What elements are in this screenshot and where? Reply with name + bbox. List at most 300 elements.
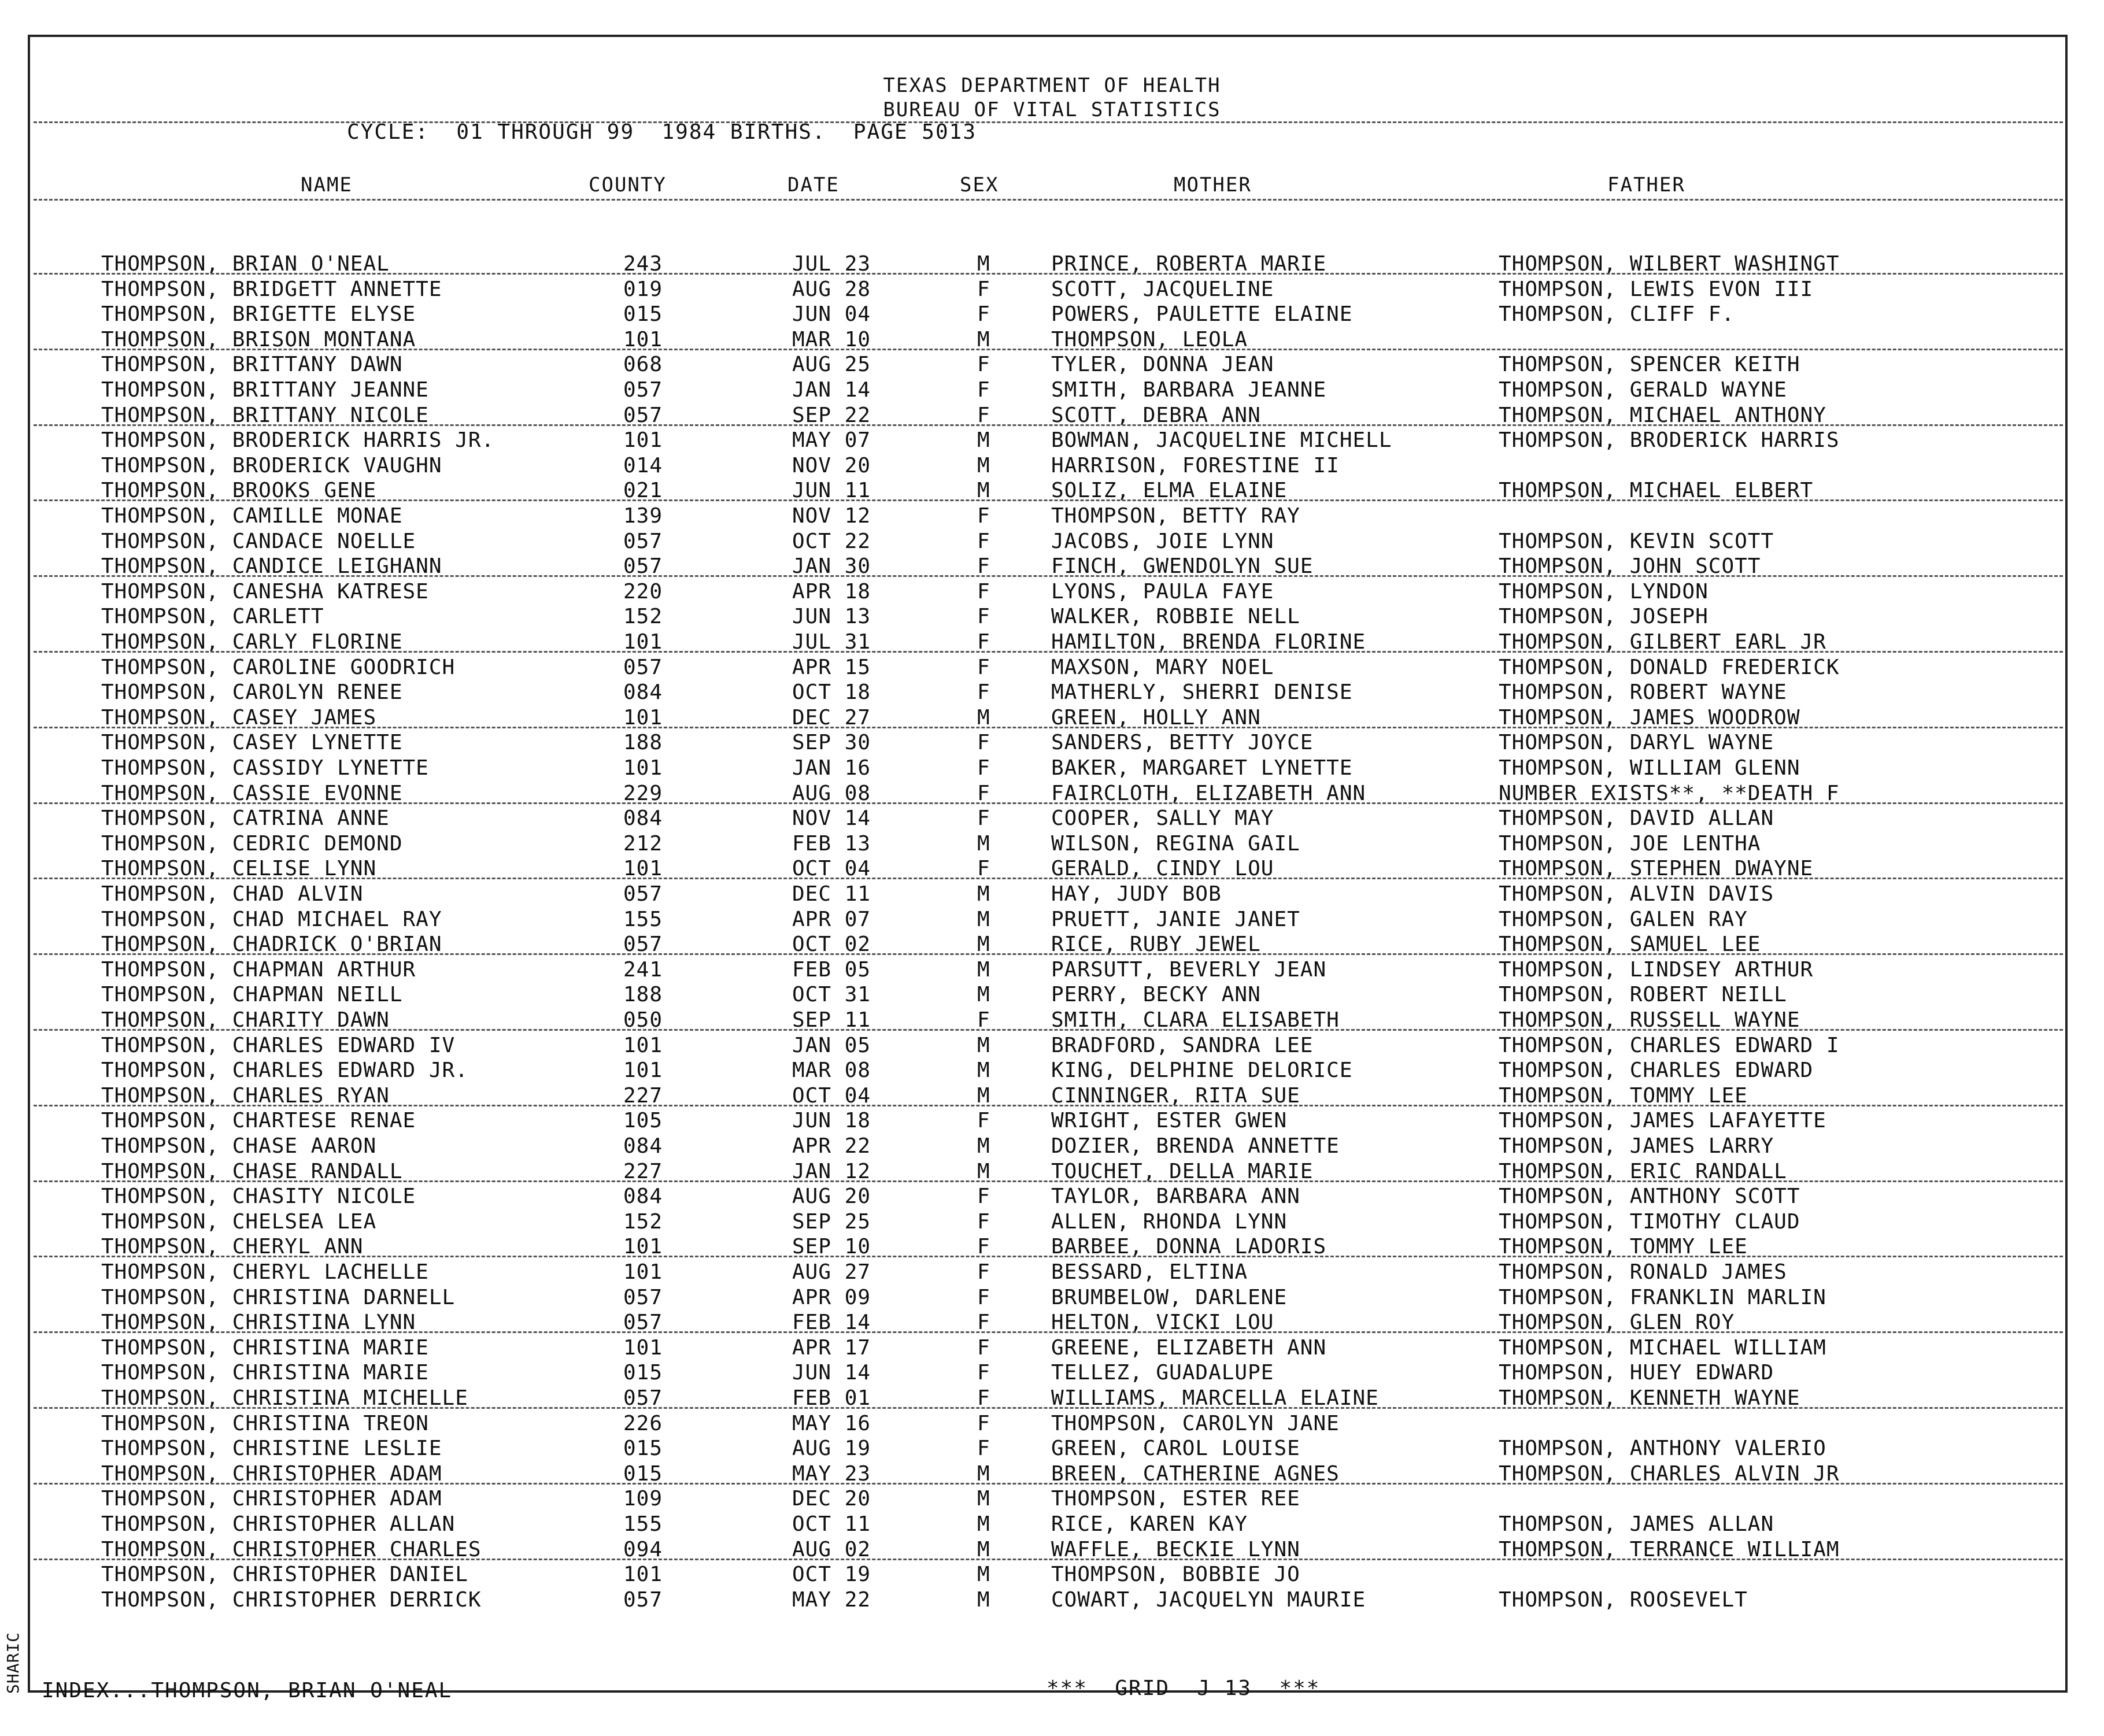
cell-date: AUG 08 [792,781,871,805]
cell-date: JAN 05 [792,1033,871,1057]
cell-name: THOMPSON, CHRISTINA MARIE [101,1361,429,1385]
cycle-info: CYCLE: 01 THROUGH 99 1984 BIRTHS. PAGE 5013 [347,120,977,144]
cell-date: APR 15 [792,655,871,679]
cell-date: MAR 08 [792,1058,871,1083]
cell-county: 152 [623,605,663,629]
cell-mother: WRIGHT, ESTER GWEN [1051,1109,1288,1133]
cell-sex: M [977,932,990,957]
cell-mother: SMITH, CLARA ELISABETH [1051,1008,1340,1032]
table-row [0,1185,2104,1209]
column-header-mother: MOTHER [1174,173,1252,197]
cell-sex: F [977,655,990,679]
cell-date: OCT 31 [792,983,871,1007]
cell-name: THOMPSON, CATRINA ANNE [101,806,390,831]
row-divider [34,1180,2063,1182]
cell-name: THOMPSON, CANESHA KATRESE [101,579,429,604]
divider-line [34,199,2063,201]
cell-father: THOMPSON, ROOSEVELT [1499,1587,1748,1612]
cell-name: THOMPSON, CHARTESE RENAE [101,1109,416,1133]
cell-date: AUG 28 [792,277,871,301]
cell-name: THOMPSON, CHARLES EDWARD IV [101,1033,456,1057]
cell-date: DEC 20 [792,1487,871,1511]
cell-sex: M [977,907,990,931]
cell-name: THOMPSON, CHAPMAN ARTHUR [101,957,416,982]
cell-date: MAY 07 [792,428,871,453]
cell-father: THOMPSON, BRODERICK HARRIS [1499,428,1840,453]
cell-mother: HAY, JUDY BOB [1051,882,1222,906]
cell-sex: M [977,1512,990,1536]
cell-name: THOMPSON, BRITTANY NICOLE [101,403,429,427]
cell-date: NOV 20 [792,453,871,478]
cell-county: 015 [623,1437,663,1461]
cell-name: THOMPSON, CHERYL LACHELLE [101,1260,429,1284]
table-row [0,1034,2104,1058]
cell-date: NOV 14 [792,806,871,831]
cell-name: THOMPSON, CASEY LYNETTE [101,731,403,755]
cell-date: OCT 22 [792,529,871,553]
cell-date: JUN 11 [792,479,871,503]
cell-father: THOMPSON, STEPHEN DWAYNE [1499,857,1814,881]
table-row [0,378,2104,402]
row-divider [34,499,2063,501]
cell-mother: KING, DELPHINE DELORICE [1051,1058,1353,1083]
table-row [0,1134,2104,1158]
cell-name: THOMPSON, BRISON MONTANA [101,327,416,351]
cell-county: 015 [623,1461,663,1486]
cell-father: THOMPSON, JAMES WOODROW [1499,705,1800,730]
cell-county: 101 [623,1563,663,1587]
cell-father: THOMPSON, ROBERT WAYNE [1499,680,1787,705]
row-divider [34,651,2063,653]
cell-father: THOMPSON, RONALD JAMES [1499,1260,1787,1284]
bureau-title: BUREAU OF VITAL STATISTICS [883,98,1221,121]
cell-name: THOMPSON, CANDICE LEIGHANN [101,554,442,579]
cell-name: THOMPSON, CAROLYN RENEE [101,680,403,705]
cell-name: THOMPSON, CAROLINE GOODRICH [101,655,456,679]
cell-county: 105 [623,1109,663,1133]
cell-date: APR 07 [792,907,871,931]
cell-mother: HAMILTON, BRENDA FLORINE [1051,630,1366,654]
cell-sex: F [977,605,990,629]
cell-date: MAY 22 [792,1587,871,1612]
cell-father: THOMPSON, FRANKLIN MARLIN [1499,1285,1826,1309]
table-row [0,530,2104,554]
cell-mother: CINNINGER, RITA SUE [1051,1083,1300,1108]
cell-date: JUN 13 [792,605,871,629]
cell-sex: M [977,1083,990,1108]
cell-county: 212 [623,831,663,856]
cell-name: THOMPSON, CHRISTINE LESLIE [101,1437,442,1461]
cell-name: THOMPSON, CEDRIC DEMOND [101,831,403,856]
cell-mother: FINCH, GWENDOLYN SUE [1051,554,1314,579]
cell-sex: F [977,857,990,881]
cell-mother: JACOBS, JOIE LYNN [1051,529,1274,553]
table-row [0,302,2104,327]
cell-father: THOMPSON, WILLIAM GLENN [1499,756,1800,780]
cell-date: AUG 27 [792,1260,871,1284]
cell-county: 057 [623,1285,663,1309]
cell-name: THOMPSON, CHAD ALVIN [101,882,364,906]
cell-father: THOMPSON, GALEN RAY [1499,907,1748,931]
cell-name: THOMPSON, BRIAN O'NEAL [101,252,390,276]
department-title: TEXAS DEPARTMENT OF HEALTH [883,74,1221,97]
cell-county: 101 [623,1260,663,1284]
column-header-sex: SEX [960,173,999,197]
cell-sex: F [977,504,990,528]
cell-sex: F [977,403,990,427]
cell-date: OCT 18 [792,680,871,705]
cell-name: THOMPSON, CASSIE EVONNE [101,781,403,805]
cell-sex: F [977,378,990,402]
cell-father: THOMPSON, HUEY EDWARD [1499,1361,1774,1385]
cell-name: THOMPSON, CHASITY NICOLE [101,1185,416,1209]
cell-county: 057 [623,403,663,427]
cell-date: OCT 02 [792,932,871,957]
cell-county: 015 [623,1361,663,1385]
cell-mother: THOMPSON, BOBBIE JO [1051,1563,1300,1587]
cell-mother: HELTON, VICKI LOU [1051,1311,1274,1335]
cell-sex: F [977,630,990,654]
cell-father: THOMPSON, CHARLES ALVIN JR [1499,1461,1840,1486]
cell-name: THOMPSON, CHRISTOPHER DERRICK [101,1587,482,1612]
cell-county: 057 [623,1587,663,1612]
cell-date: SEP 22 [792,403,871,427]
cell-mother: BESSARD, ELTINA [1051,1260,1248,1284]
table-row [0,1260,2104,1285]
cell-name: THOMPSON, CHRISTINA TREON [101,1411,429,1435]
cell-name: THOMPSON, CHRISTINA DARNELL [101,1285,456,1309]
cell-father: THOMPSON, SAMUEL LEE [1499,932,1761,957]
divider-line [34,121,2063,123]
cell-father: THOMPSON, MICHAEL WILLIAM [1499,1335,1826,1360]
cell-name: THOMPSON, CHARITY DAWN [101,1008,390,1032]
cell-date: SEP 30 [792,731,871,755]
cell-father: THOMPSON, GILBERT EARL JR [1499,630,1826,654]
cell-date: FEB 05 [792,957,871,982]
cell-mother: PRUETT, JANIE JANET [1051,907,1300,931]
cell-county: 084 [623,1185,663,1209]
cell-sex: F [977,1008,990,1032]
cell-county: 155 [623,1512,663,1536]
cell-sex: F [977,1437,990,1461]
cell-mother: ALLEN, RHONDA LYNN [1051,1209,1288,1234]
cell-father: THOMPSON, LYNDON [1499,579,1709,604]
table-row [0,605,2104,629]
cell-name: THOMPSON, CHADRICK O'BRIAN [101,932,442,957]
row-divider [34,424,2063,426]
cell-date: APR 09 [792,1285,871,1309]
cell-mother: SOLIZ, ELMA ELAINE [1051,479,1288,503]
cell-date: AUG 02 [792,1537,871,1561]
cell-name: THOMPSON, CHRISTINA LYNN [101,1311,416,1335]
cell-name: THOMPSON, CHRISTINA MARIE [101,1335,429,1360]
cell-date: JAN 12 [792,1159,871,1183]
cell-father: THOMPSON, TERRANCE WILLIAM [1499,1537,1840,1561]
table-row [0,1286,2104,1310]
column-header-name: NAME [301,173,353,197]
cell-county: 068 [623,353,663,377]
cell-mother: POWERS, PAULETTE ELAINE [1051,302,1353,327]
cell-county: 139 [623,504,663,528]
cell-sex: F [977,1285,990,1309]
cell-county: 057 [623,378,663,402]
cell-father: NUMBER EXISTS**, **DEATH F [1499,781,1840,805]
cell-father: THOMPSON, TOMMY LEE [1499,1235,1748,1259]
cell-sex: M [977,327,990,351]
cell-name: THOMPSON, CHARLES EDWARD JR. [101,1058,468,1083]
cell-mother: FAIRCLOTH, ELIZABETH ANN [1051,781,1366,805]
cell-mother: BAKER, MARGARET LYNETTE [1051,756,1353,780]
cell-name: THOMPSON, CHASE RANDALL [101,1159,403,1183]
column-header-father: FATHER [1607,173,1685,197]
cell-sex: M [977,1159,990,1183]
cell-county: 101 [623,428,663,453]
table-row [0,1487,2104,1511]
cell-date: APR 22 [792,1134,871,1158]
cell-date: JAN 30 [792,554,871,579]
cell-father: THOMPSON, MICHAEL ANTHONY [1499,403,1826,427]
cell-father: THOMPSON, LINDSEY ARTHUR [1499,957,1814,982]
cell-mother: BRUMBELOW, DARLENE [1051,1285,1288,1309]
cell-sex: F [977,554,990,579]
column-header-date: DATE [787,173,840,197]
cell-county: 226 [623,1411,663,1435]
row-divider [34,1256,2063,1257]
cell-mother: BREEN, CATHERINE AGNES [1051,1461,1340,1486]
cell-sex: M [977,1587,990,1612]
cell-sex: F [977,353,990,377]
cell-sex: M [977,479,990,503]
cell-sex: F [977,277,990,301]
cell-sex: F [977,781,990,805]
cell-mother: MATHERLY, SHERRI DENISE [1051,680,1353,705]
cell-father: THOMPSON, GERALD WAYNE [1499,378,1787,402]
cell-name: THOMPSON, CARLETT [101,605,324,629]
cell-county: 229 [623,781,663,805]
cell-date: JAN 14 [792,378,871,402]
cell-date: OCT 19 [792,1563,871,1587]
table-row [0,832,2104,856]
cell-name: THOMPSON, BRITTANY DAWN [101,353,403,377]
cell-mother: LYONS, PAULA FAYE [1051,579,1274,604]
table-row [0,1412,2104,1436]
table-row [0,882,2104,906]
cell-sex: F [977,1311,990,1335]
cell-name: THOMPSON, CHRISTOPHER ADAM [101,1461,442,1486]
cell-mother: DOZIER, BRENDA ANNETTE [1051,1134,1340,1158]
table-row [0,428,2104,453]
cell-county: 101 [623,327,663,351]
cell-county: 155 [623,907,663,931]
cell-mother: THOMPSON, BETTY RAY [1051,504,1300,528]
cell-county: 188 [623,731,663,755]
table-row [0,1437,2104,1461]
column-header-county: COUNTY [589,173,667,197]
cell-county: 152 [623,1209,663,1234]
cell-mother: BARBEE, DONNA LADORIS [1051,1235,1327,1259]
cell-name: THOMPSON, CHERYL ANN [101,1235,364,1259]
cell-mother: MAXSON, MARY NOEL [1051,655,1274,679]
cell-father: THOMPSON, RUSSELL WAYNE [1499,1008,1800,1032]
cell-sex: F [977,680,990,705]
cell-sex: M [977,453,990,478]
cell-county: 101 [623,630,663,654]
cell-father: THOMPSON, DAVID ALLAN [1499,806,1774,831]
cell-sex: F [977,579,990,604]
cell-mother: TAYLOR, BARBARA ANN [1051,1185,1300,1209]
cell-county: 015 [623,302,663,327]
table-row [0,908,2104,932]
cell-date: AUG 19 [792,1437,871,1461]
row-divider [34,727,2063,728]
cell-name: THOMPSON, CELISE LYNN [101,857,377,881]
cell-date: JUN 18 [792,1109,871,1133]
table-row [0,731,2104,755]
cell-father: THOMPSON, TOMMY LEE [1499,1083,1748,1108]
cell-mother: GREEN, CAROL LOUISE [1051,1437,1300,1461]
cell-date: AUG 25 [792,353,871,377]
cell-date: JUN 04 [792,302,871,327]
cell-date: NOV 12 [792,504,871,528]
side-label: SHARIC [3,1631,23,1694]
cell-name: THOMPSON, BRODERICK HARRIS JR. [101,428,495,453]
cell-county: 243 [623,252,663,276]
cell-father: THOMPSON, LEWIS EVON III [1499,277,1814,301]
cell-name: THOMPSON, BRIDGETT ANNETTE [101,277,442,301]
row-divider [34,1331,2063,1333]
cell-sex: F [977,1209,990,1234]
cell-sex: M [977,1058,990,1083]
row-divider [34,1029,2063,1031]
cell-date: OCT 04 [792,1083,871,1108]
cell-father: THOMPSON, MICHAEL ELBERT [1499,479,1814,503]
cell-date: SEP 10 [792,1235,871,1259]
cell-father: THOMPSON, SPENCER KEITH [1499,353,1800,377]
cell-name: THOMPSON, CHRISTOPHER ADAM [101,1487,442,1511]
cell-father: THOMPSON, JAMES LAFAYETTE [1499,1109,1826,1133]
row-divider [34,1559,2063,1560]
cell-county: 057 [623,932,663,957]
cell-mother: RICE, KAREN KAY [1051,1512,1248,1536]
cell-mother: TYLER, DONNA JEAN [1051,353,1274,377]
cell-date: FEB 13 [792,831,871,856]
cell-date: FEB 01 [792,1386,871,1410]
cell-county: 084 [623,1134,663,1158]
cell-father: THOMPSON, JOE LENTHA [1499,831,1761,856]
table-row [0,277,2104,302]
cell-county: 094 [623,1537,663,1561]
cell-mother: WAFFLE, BECKIE LYNN [1051,1537,1300,1561]
cell-father: THOMPSON, KENNETH WAYNE [1499,1386,1800,1410]
cell-mother: COOPER, SALLY MAY [1051,806,1274,831]
cell-county: 057 [623,1311,663,1335]
cell-name: THOMPSON, CHRISTOPHER DANIEL [101,1563,468,1587]
cell-name: THOMPSON, CASSIDY LYNETTE [101,756,429,780]
cell-name: THOMPSON, CHASE AARON [101,1134,377,1158]
cell-sex: F [977,1235,990,1259]
cell-sex: M [977,428,990,453]
cell-mother: GERALD, CINDY LOU [1051,857,1274,881]
table-row [0,680,2104,705]
cell-mother: WILSON, REGINA GAIL [1051,831,1300,856]
cell-father: THOMPSON, CLIFF F. [1499,302,1735,327]
cell-county: 101 [623,1058,663,1083]
cell-name: THOMPSON, CHRISTOPHER CHARLES [101,1537,482,1561]
cell-mother: BOWMAN, JACQUELINE MICHELL [1051,428,1392,453]
cell-date: JAN 16 [792,756,871,780]
cell-name: THOMPSON, CHELSEA LEA [101,1209,377,1234]
cell-date: JUL 23 [792,252,871,276]
cell-mother: SANDERS, BETTY JOYCE [1051,731,1314,755]
cell-mother: RICE, RUBY JEWEL [1051,932,1261,957]
cell-county: 109 [623,1487,663,1511]
cell-date: FEB 14 [792,1311,871,1335]
cell-sex: F [977,1361,990,1385]
cell-name: THOMPSON, CASEY JAMES [101,705,377,730]
cell-county: 014 [623,453,663,478]
cell-date: AUG 20 [792,1185,871,1209]
cell-mother: TOUCHET, DELLA MARIE [1051,1159,1314,1183]
table-row [0,454,2104,478]
table-row [0,1336,2104,1360]
table-row [0,806,2104,831]
cell-mother: SMITH, BARBARA JEANNE [1051,378,1327,402]
cell-sex: F [977,1185,990,1209]
cell-mother: PRINCE, ROBERTA MARIE [1051,252,1327,276]
footer-grid: *** GRID J 13 *** [1047,1676,1321,1700]
cell-name: THOMPSON, CHARLES RYAN [101,1083,390,1108]
cell-sex: M [977,1134,990,1158]
cell-father: THOMPSON, GLEN ROY [1499,1311,1735,1335]
cell-sex: F [977,1386,990,1410]
cell-father: THOMPSON, CHARLES EDWARD I [1499,1033,1840,1057]
row-divider [34,802,2063,804]
table-row [0,1210,2104,1234]
cell-name: THOMPSON, CARLY FLORINE [101,630,403,654]
cell-name: THOMPSON, BRITTANY JEANNE [101,378,429,402]
cell-name: THOMPSON, CHAD MICHAEL RAY [101,907,442,931]
row-divider [34,273,2063,275]
cell-date: DEC 27 [792,705,871,730]
cell-sex: F [977,302,990,327]
cell-father: THOMPSON, JOHN SCOTT [1499,554,1761,579]
table-row [0,756,2104,780]
table-row [0,1058,2104,1083]
cell-mother: THOMPSON, CAROLYN JANE [1051,1411,1340,1435]
cell-mother: BRADFORD, SANDRA LEE [1051,1033,1314,1057]
cell-name: THOMPSON, CAMILLE MONAE [101,504,403,528]
cell-county: 084 [623,680,663,705]
cell-name: THOMPSON, CHAPMAN NEILL [101,983,403,1007]
cell-father: THOMPSON, ANTHONY SCOTT [1499,1185,1800,1209]
cell-father: THOMPSON, DONALD FREDERICK [1499,655,1840,679]
cell-date: APR 17 [792,1335,871,1360]
cell-county: 188 [623,983,663,1007]
cell-name: THOMPSON, BROOKS GENE [101,479,377,503]
cell-date: APR 18 [792,579,871,604]
cell-mother: GREENE, ELIZABETH ANN [1051,1335,1327,1360]
cell-date: JUN 14 [792,1361,871,1385]
cell-name: THOMPSON, BRIGETTE ELYSE [101,302,416,327]
cell-mother: PARSUTT, BEVERLY JEAN [1051,957,1327,982]
row-divider [34,1483,2063,1485]
footer-index: INDEX...THOMPSON, BRIAN O'NEAL [42,1679,453,1702]
cell-sex: M [977,1537,990,1561]
cell-father: THOMPSON, WILBERT WASHINGT [1499,252,1840,276]
row-divider [34,878,2063,879]
cell-sex: M [977,1563,990,1587]
cell-date: SEP 11 [792,1008,871,1032]
